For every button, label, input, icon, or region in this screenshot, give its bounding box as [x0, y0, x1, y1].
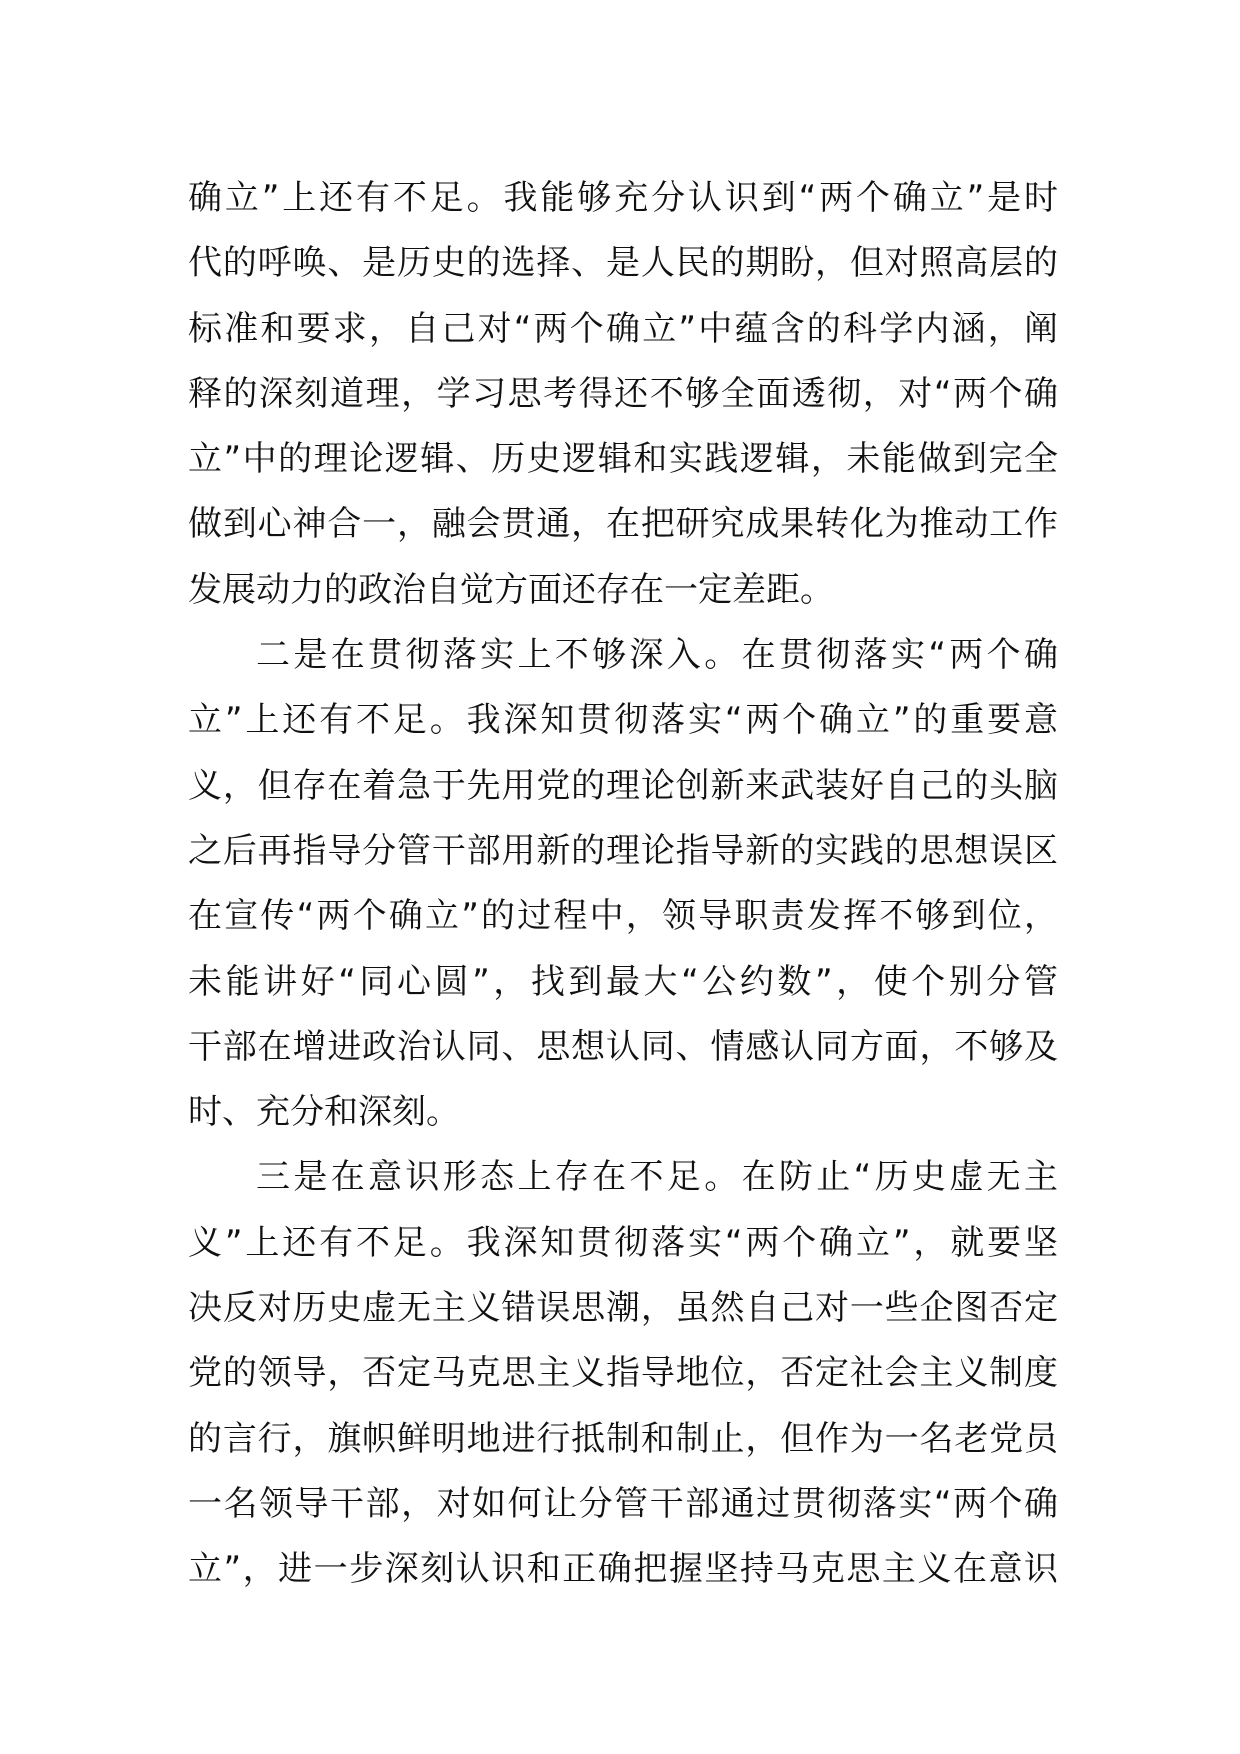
document-body [188, 166, 1058, 1603]
paragraph-line: 代的呼唤、是历史的选择、是人民的期盼，但对照高层的 [188, 243, 1058, 284]
paragraph-line: 义”上还有不足。我深知贯彻落实“两个确立”，就要坚 [188, 1222, 1058, 1263]
paragraph-line: 义，但存在着急于先用党的理论创新来武装好自己的头脑 [188, 765, 1058, 806]
paragraph-line: 决反对历史虚无主义错误思潮，虽然自己对一些企图否定 [188, 1288, 1058, 1329]
paragraph-line: 立”中的理论逻辑、历史逻辑和实践逻辑，未能做到完全 [188, 439, 1058, 480]
paragraph-line: 释的深刻道理，学习思考得还不够全面透彻，对“两个确 [188, 373, 1058, 414]
paragraph-line: 时、充分和深刻。 [188, 1092, 460, 1133]
paragraph-line: 立”上还有不足。我深知贯彻落实“两个确立”的重要意 [188, 700, 1058, 741]
paragraph-line: 一名领导干部，对如何让分管干部通过贯彻落实“两个确 [188, 1483, 1058, 1524]
paragraph-line: 确立”上还有不足。我能够充分认识到“两个确立”是时 [188, 178, 1058, 218]
paragraph-line: 发展动力的政治自觉方面还存在一定差距。 [188, 569, 834, 610]
paragraph-line: 标准和要求，自己对“两个确立”中蕴含的科学内涵，阐 [188, 308, 1058, 349]
paragraph-line: 立”，进一步深刻认识和正确把握坚持马克思主义在意识 [188, 1549, 1058, 1590]
paragraph-line: 未能讲好“同心圆”，找到最大“公约数”，使个别分管 [188, 961, 1058, 1002]
paragraph-line: 的言行，旗帜鲜明地进行抵制和制止，但作为一名老党员 [188, 1418, 1058, 1459]
paragraph-line: 之后再指导分管干部用新的理论指导新的实践的思想误区 [188, 830, 1058, 871]
paragraph-line: 干部在增进政治认同、思想认同、情感认同方面，不够及 [188, 1026, 1058, 1067]
paragraph-line: 在宣传“两个确立”的过程中，领导职责发挥不够到位， [188, 896, 1058, 937]
paragraph-line: 三是在意识形态上存在不足。在防止“历史虚无主 [256, 1157, 1058, 1198]
paragraph-line: 做到心神合一，融会贯通，在把研究成果转化为推动工作 [188, 504, 1058, 545]
paragraph-line: 二是在贯彻落实上不够深入。在贯彻落实“两个确 [256, 635, 1058, 676]
paragraph-line: 党的领导，否定马克思主义指导地位，否定社会主义制度 [188, 1353, 1058, 1394]
